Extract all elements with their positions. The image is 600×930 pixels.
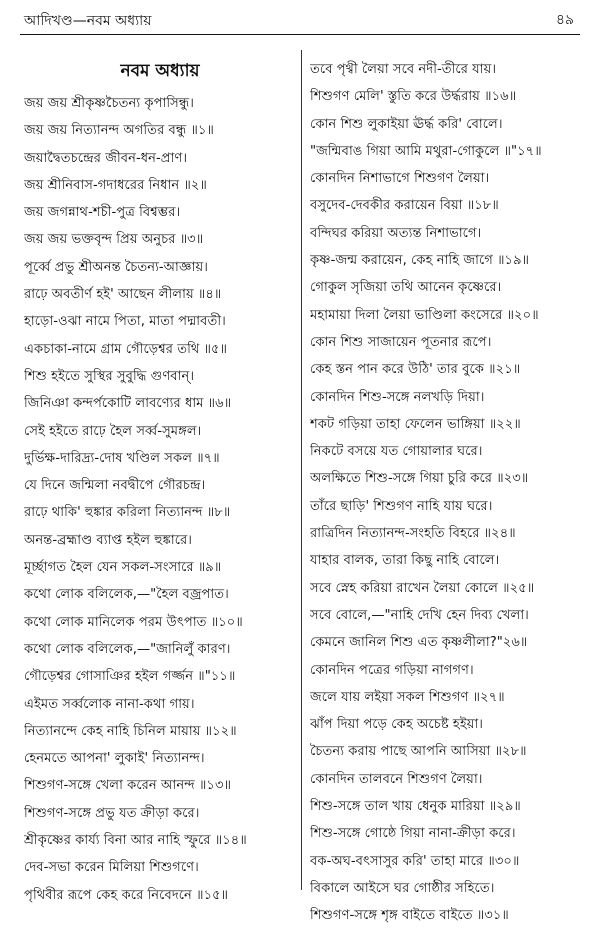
verse-line: শিশু-সঙ্গে তাল খায় ধেনুক মারিয়া ॥২৯॥ (310, 799, 521, 815)
verse-line: পূর্ব্বে প্রভু শ্রীঅনন্ত চৈতন্য-আজ্ঞায়। (24, 259, 208, 275)
header-rule (20, 34, 580, 35)
verse-line: সেই হইতে রাঢ়ে হৈল সর্ব্ব-সুমঙ্গল। (24, 423, 202, 439)
verse-line: কোনদিন নিশাভাগে শিশুগণ লৈয়া। (310, 171, 490, 187)
verse-line: বক-অঘ-বৎসাসুর করি' তাহা মারে ॥৩০॥ (310, 853, 520, 869)
verse-line: ঝাঁপ দিয়া পড়ে কেহ অচেষ্ট হইয়া। (310, 717, 484, 733)
verse-line: জয় জয় নিত্যানন্দ অগতির বন্ধু ॥১॥ (24, 123, 214, 139)
verse-line: জয়াদ্বৈতচন্দ্রের জীবন-ধন-প্রাণ। (24, 150, 188, 166)
verse-line: যাহার বালক, তারা কিছু নাহি বোলে। (310, 553, 500, 569)
left-column (24, 56, 296, 909)
right-column (310, 56, 582, 930)
verse-line: চৈতন্য করায় পাছে আপনি আসিয়া ॥২৮॥ (310, 744, 527, 760)
verse-line: শিশুগণ-সঙ্গে শৃঙ্গ বাইতে বাইতে ॥৩১॥ (310, 908, 509, 924)
verse-line: তবে পৃথ্বী লৈয়া সবে নদী-তীরে যায়। (310, 62, 497, 77)
column-divider (301, 50, 302, 890)
verse-line: এইমত সর্ব্বলোক নানা-কথা গায়। (24, 696, 195, 712)
verse-line: "জন্মিবাঙ গিয়া আমি মথুরা-গোকুলে ॥"১৭॥ (310, 143, 542, 159)
verse-line: দেব-সভা করেন মিলিয়া শিশুগণে। (24, 860, 199, 876)
verse-line: মূর্চ্ছাগত হৈল যেন সকল-সংসারে ॥৯॥ (24, 560, 222, 576)
verse-line: জয় জয় শ্রীকৃষ্ণচৈতন্য কৃপাসিন্ধু। (24, 96, 195, 111)
running-head: আদিখণ্ড—নবম অধ্যায় (24, 13, 152, 29)
verse-line: বিকালে আইসে ঘর গোষ্ঠীর সহিতে। (310, 880, 495, 896)
verse-line: দুর্ভিক্ষ-দারিদ্র্য-দোষ খণ্ডিল সকল ॥৭॥ (24, 450, 220, 466)
verse-line: কথো লোক মানিলেক পরম উৎপাত ॥১০॥ (24, 614, 243, 630)
verse-line: জয় জয় ভক্তবৃন্দ প্রিয় অনুচর ॥৩॥ (24, 232, 204, 248)
verse-line: সবে স্নেহ করিয়া রাখেন লৈয়া কোলে ॥২৫॥ (310, 580, 535, 596)
verse-line: জলে যায় লইয়া সকল শিশুগণ ॥২৭॥ (310, 689, 505, 705)
verse-line: কোনদিন শিশু-সঙ্গে নলখড়ি দিয়া। (310, 389, 485, 405)
verse-line: কোন শিশু সাজায়েন পূতনার রূপে। (310, 334, 492, 350)
verse-line: যে দিনে জন্মিলা নবদ্বীপে গৌরচন্দ্র। (24, 478, 206, 494)
chapter-title: নবম অধ্যায় (120, 61, 200, 81)
verse-line: রাঢ়ে থাকি' হুঙ্কার করিলা নিত্যানন্দ ॥৮॥ (24, 505, 231, 521)
verse-line: কোনদিন পত্রের গড়িয়া নাগগণ। (310, 662, 474, 678)
verse-line: শিশুগণ মেলি' স্তুতি করে উর্দ্ধরায় ॥১৬॥ (310, 89, 517, 105)
verse-line: অনন্ত-ব্রহ্মাণ্ড ব্যাপ্ত হইল হুঙ্কারে। (24, 532, 193, 548)
verse-line: কৃষ্ণ-জন্ম করায়েন, কেহ নাহি জাগে ॥১৯॥ (310, 253, 530, 269)
verse-line: জয় শ্রীনিবাস-গদাধরের নিধান ॥২॥ (24, 177, 207, 193)
verse-line: কোন শিশু লুকাইয়া ঊর্দ্ধ করি' বোলে। (310, 116, 503, 132)
verse-line: রাত্রিদিন নিত্যানন্দ-সংহতি বিহরে ॥২৪॥ (310, 526, 516, 542)
verse-line: নিত্যানন্দে কেহ নাহি চিনিল মায়ায় ॥১২॥ (24, 723, 237, 739)
verse-line: একচাকা-নামে গ্রাম গৌড়েশ্বর তথি ॥৫॥ (24, 341, 228, 357)
verse-line: কথো লোক বলিলেক,—"হৈল বজ্রপাত। (24, 587, 229, 603)
verse-line: রাঢ়ে অবতীর্ণ হই' আছেন লীলায় ॥৪॥ (24, 287, 222, 303)
verse-line: কেমনে জানিল শিশু এত কৃষ্ণলীলা?"২৬॥ (310, 635, 528, 651)
verse-line: হাড়ো-ওঝা নামে পিতা, মাতা পদ্মাবতী। (24, 314, 226, 330)
verse-line: কোনদিন তালবনে শিশুগণ লৈয়া। (310, 771, 483, 787)
verse-line: অলক্ষিতে শিশু-সঙ্গে গিয়া চুরি করে ॥২৩॥ (310, 471, 529, 487)
verse-line: শকট গড়িয়া তাহা ফেলেন ভাঙ্গিয়া ॥২২॥ (310, 416, 521, 432)
verse-line: গোকুল সৃজিয়া তথি আনেন কৃষ্ণেরে। (310, 280, 502, 296)
verse-line: হেনমতে আপনা' লুকাই' নিত্যানন্দ। (24, 751, 205, 767)
verse-line: শিশু হইতে সুস্থির সুবুদ্ধি গুণবান্। (24, 368, 195, 384)
verse-line: সবে বোলে,—"নাহি দেখি হেন দিব্য খেলা। (310, 607, 529, 623)
verse-line: কথো লোক বলিলেক,—"জানিলুঁ কারণ। (24, 641, 231, 657)
verse-line: পৃথিবীর রূপে কেহ করে নিবেদনে ॥১৫॥ (24, 887, 229, 903)
verse-line: জয় জগন্নাথ-শচী-পুত্র বিশ্বম্ভর। (24, 205, 181, 221)
verse-line: জিনিঞা কন্দর্পকোটি লাবণ্যের ধাম ॥৬॥ (24, 396, 232, 412)
verse-line: বন্দিঘর করিয়া অত্যন্ত নিশাভাগে। (310, 225, 482, 241)
verse-line: মহামায়া দিলা লৈয়া ভাণ্ডিলা কংসেরে ॥২০॥ (310, 307, 539, 323)
verse-line: বসুদেব-দেবকীর করায়েন বিয়া ॥১৮॥ (310, 198, 499, 214)
page-number: ৪৯ (555, 12, 574, 28)
verse-line: গৌড়েশ্বর গোসাঞির হইল গর্জ্জন ॥"১১॥ (24, 669, 236, 685)
verse-line: নিকটে বসয়ে যত গোয়ালার ঘরে। (310, 444, 483, 460)
verse-line: শিশুগণ-সঙ্গে প্রভু যত ক্রীড়া করে। (24, 805, 200, 821)
verse-line: তাঁরে ছাড়ি' শিশুগণ নাহি যায় ঘরে। (310, 498, 493, 514)
verse-line: শ্রীকৃষ্ণের কার্য্য বিনা আর নাহি স্ফুরে ॥১৪॥ (24, 833, 247, 849)
page-header (20, 6, 580, 32)
verse-line: শিশুগণ-সঙ্গে খেলা করেন আনন্দ ॥১৩॥ (24, 778, 232, 794)
verse-line: কেহ স্তন পান করে উঠি' তার বুকে ॥২১॥ (310, 362, 521, 378)
verse-line: শিশু-সঙ্গে গোষ্ঠে গিয়া নানা-ক্রীড়া করে। (310, 826, 516, 842)
